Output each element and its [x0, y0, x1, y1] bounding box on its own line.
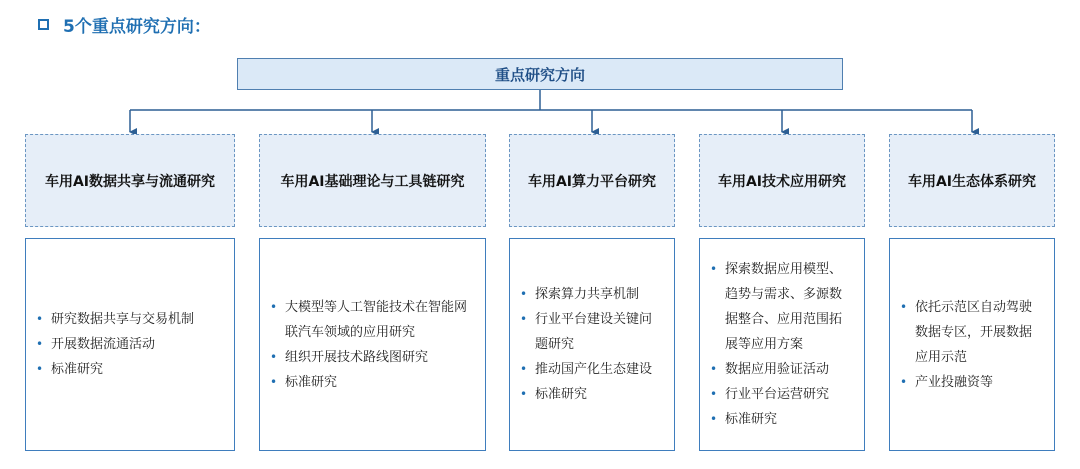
list-item: • 开展数据流通活动	[36, 332, 222, 357]
detail-box-1	[25, 238, 235, 451]
category-box-1: 车用AI数据共享与流通研究	[25, 134, 235, 227]
detail-list-3	[520, 282, 662, 407]
category-box-2: 车用AI基础理论与工具链研究	[259, 134, 486, 227]
detail-box-4	[699, 238, 865, 451]
list-item: • 标准研究	[520, 382, 662, 407]
detail-box-3	[509, 238, 675, 451]
category-box-3: 车用AI算力平台研究	[509, 134, 675, 227]
detail-box-5	[889, 238, 1055, 451]
detail-box-2	[259, 238, 486, 451]
category-box-5: 车用AI生态体系研究	[889, 134, 1055, 227]
list-item: • 大模型等人工智能技术在智能网联汽车领域的应用研究	[270, 295, 473, 345]
root-node: 重点研究方向	[237, 58, 843, 90]
detail-list-4	[710, 257, 852, 432]
detail-list-1	[36, 307, 222, 382]
list-item: • 依托示范区自动驾驶数据专区，开展数据应用示范	[900, 295, 1042, 370]
list-item: • 探索数据应用模型、趋势与需求、多源数据整合、应用范围拓展等应用方案	[710, 257, 852, 357]
list-item: • 研究数据共享与交易机制	[36, 307, 222, 332]
list-item: • 标准研究	[710, 407, 852, 432]
category-box-4: 车用AI技术应用研究	[699, 134, 865, 227]
list-item: • 标准研究	[270, 370, 473, 395]
list-item: • 组织开展技术路线图研究	[270, 345, 473, 370]
section-heading-text: 5个重点研究方向：	[63, 16, 211, 37]
list-item: • 产业投融资等	[900, 370, 1042, 395]
detail-list-5	[900, 295, 1042, 395]
detail-list-2	[270, 295, 473, 395]
list-item: • 探索算力共享机制	[520, 282, 662, 307]
list-item: • 标准研究	[36, 357, 222, 382]
list-item: • 推动国产化生态建设	[520, 357, 662, 382]
list-item: • 行业平台建设关键问题研究	[520, 307, 662, 357]
list-item: • 数据应用验证活动	[710, 357, 852, 382]
list-item: • 行业平台运营研究	[710, 382, 852, 407]
